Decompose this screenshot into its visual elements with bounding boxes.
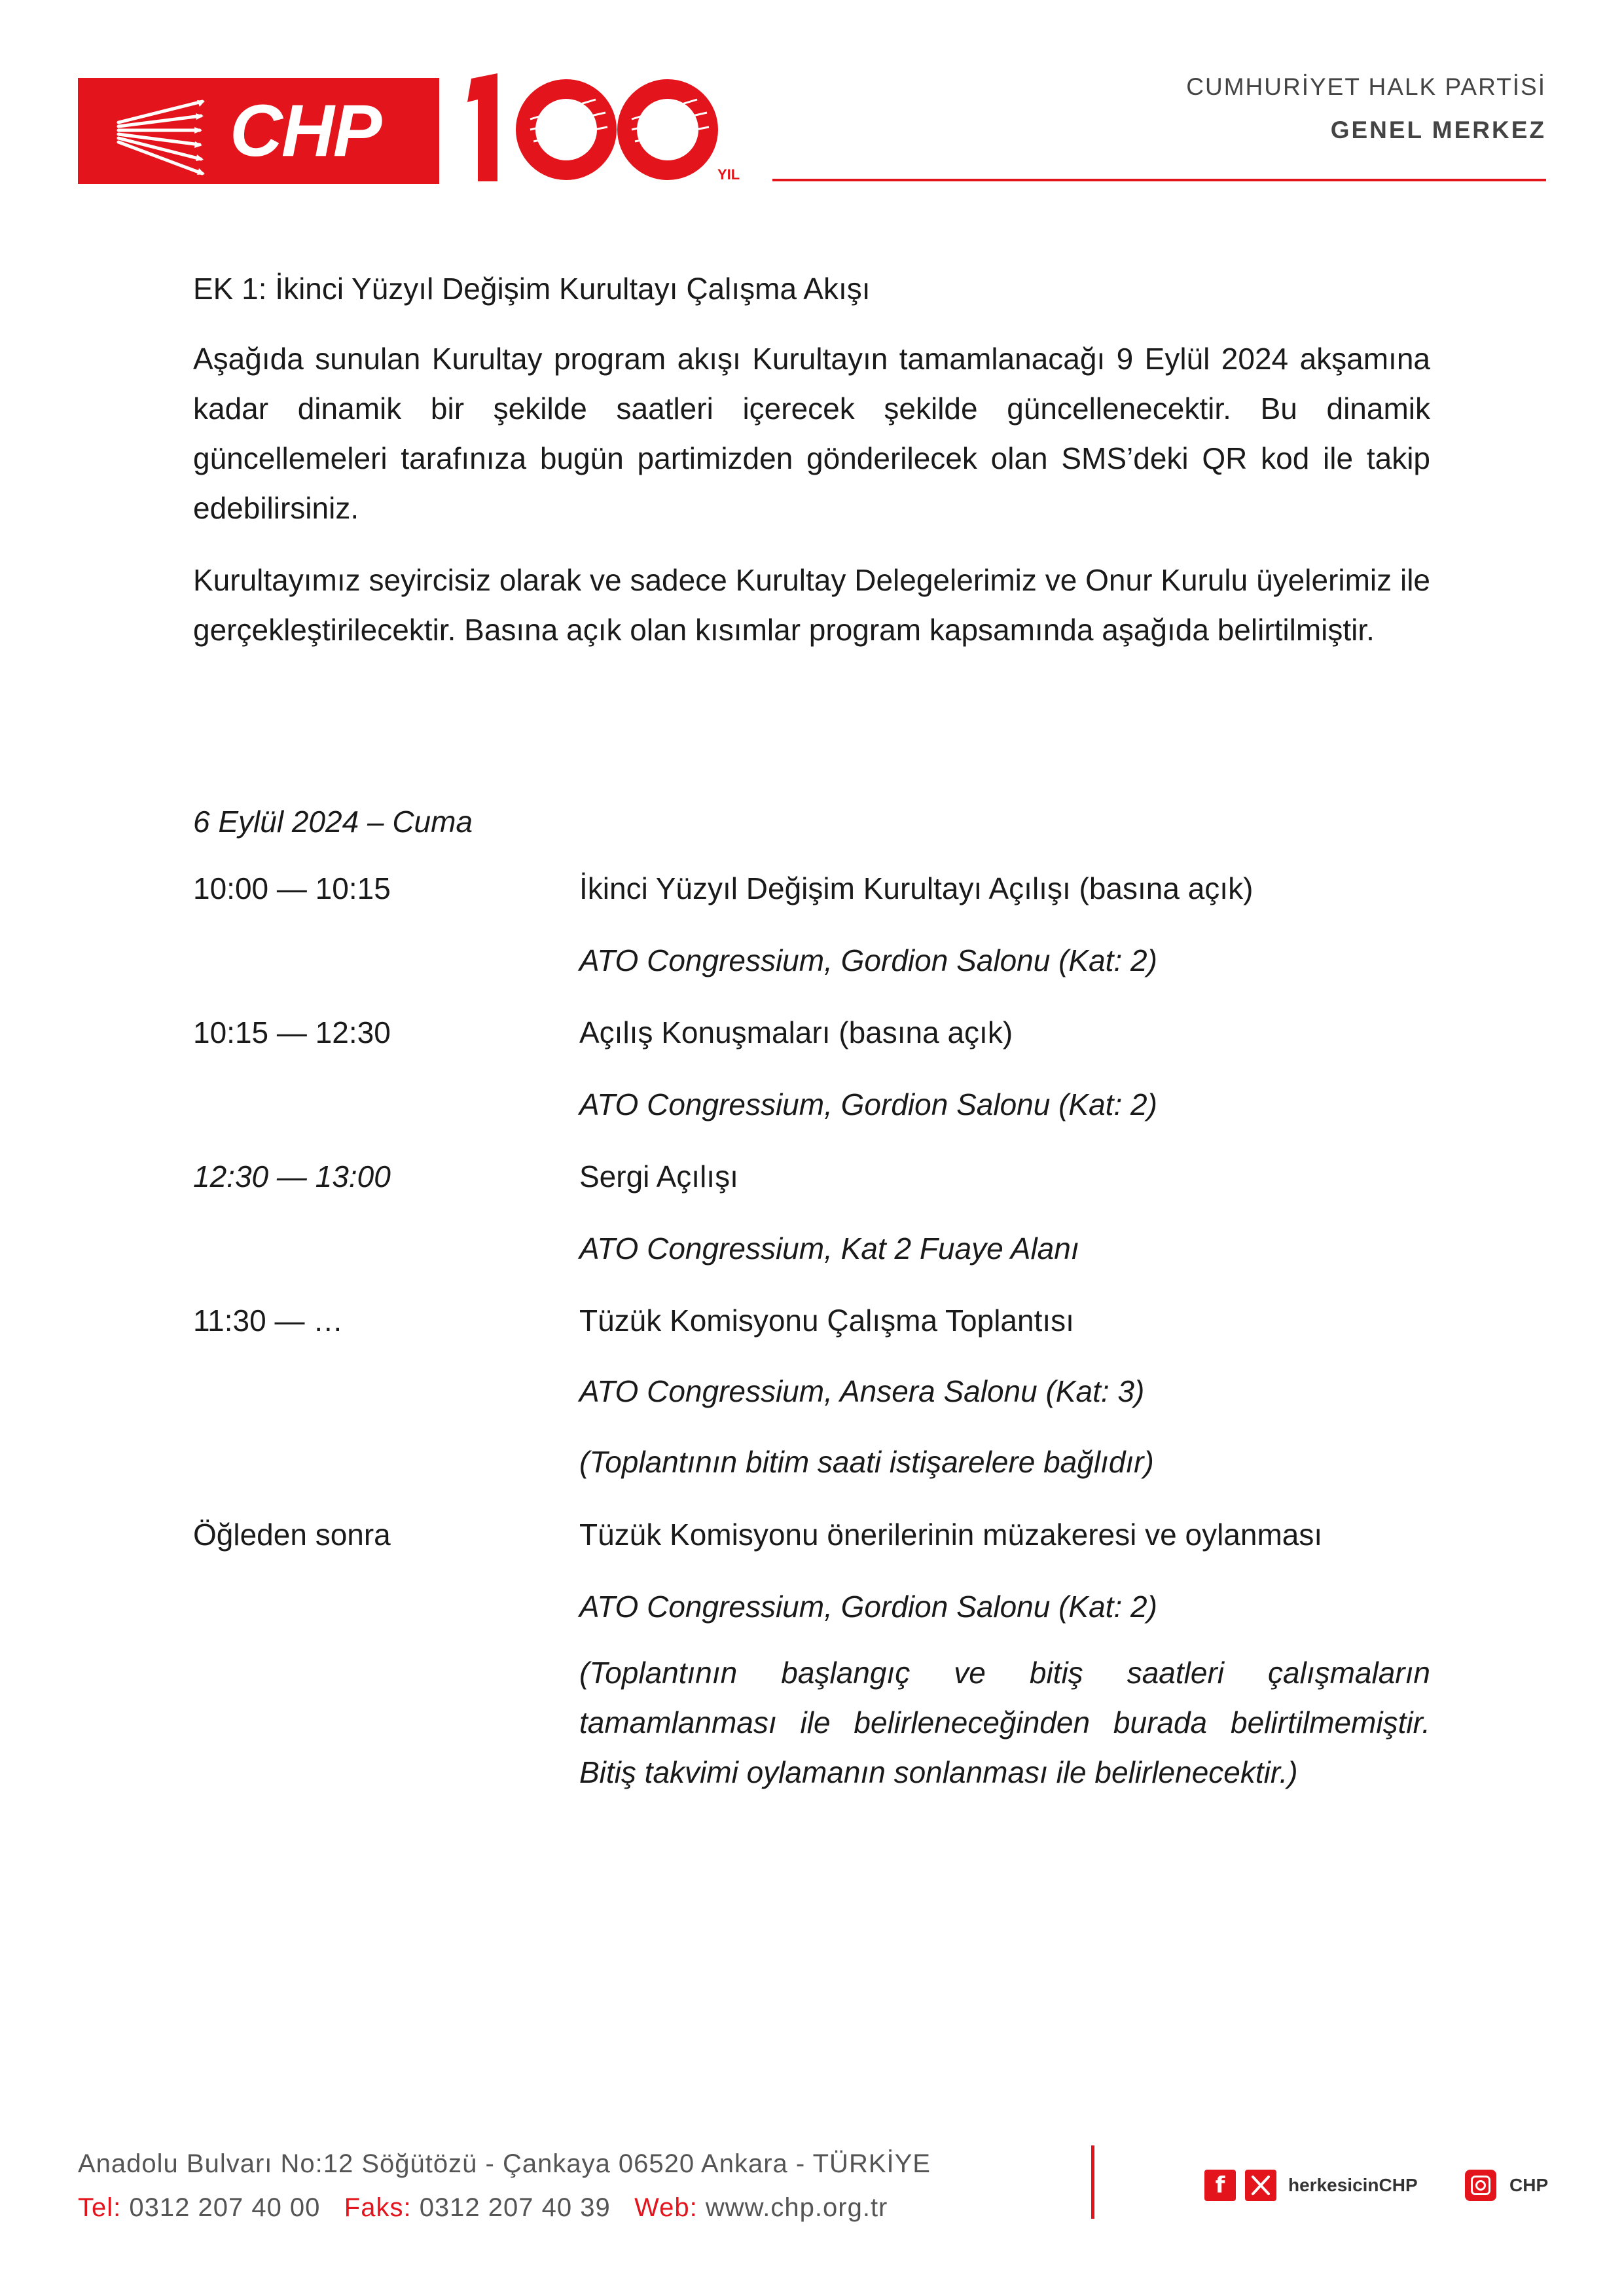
schedule-time: 10:00 — 10:15 xyxy=(193,871,391,905)
schedule-note: (Toplantının başlangıç ve bitiş saatleri çalışmaların tamamlanması ile belirleneceğinden burada belirtilmemiştir. Bitiş takvimi oylamanın sonlanması ile belirlenecektir.) xyxy=(579,1656,1430,1789)
instagram-handle[interactable]: CHP xyxy=(1509,2175,1549,2195)
party-name: CUMHURİYET HALK PARTİSİ xyxy=(1186,73,1546,100)
press-paragraph: Kurultayımız seyircisiz olarak ve sadece Kurultay Delegelerimiz ve Onur Kurulu üyelerimiz ile gerçekleştirilecektir. Basına açık olan kısımlar program kapsamında aşağıda belirtilmiştir. xyxy=(193,563,1430,647)
schedule-title: Tüzük Komisyonu Çalışma Toplantısı xyxy=(579,1303,1074,1338)
x-glyph-icon xyxy=(1245,2170,1276,2201)
social-handle[interactable]: herkesicinCHP xyxy=(1288,2175,1418,2195)
schedule-location: ATO Congressium, Kat 2 Fuaye Alanı xyxy=(579,1231,1079,1266)
web-label: Web: xyxy=(634,2193,698,2222)
footer-divider xyxy=(1091,2145,1094,2219)
intro-paragraph: Aşağıda sunulan Kurultay program akışı Kurultayın tamamlanacağı 9 Eylül 2024 akşamına kadar dinamik bir şekilde saatleri içerecek şekilde güncellenecektir. Bu dinamik güncellemeleri tarafınıza bugün partimizden gönderilecek olan SMS’deki QR kod ile takip edebilirsiniz. xyxy=(193,342,1430,525)
schedule-date-heading: 6 Eylül 2024 – Cuma xyxy=(193,805,473,839)
schedule-time: 10:15 — 12:30 xyxy=(193,1015,391,1049)
footer-contact xyxy=(78,2193,888,2223)
party-subtitle: GENEL MERKEZ xyxy=(1330,117,1546,143)
chp-logo-text: CHP xyxy=(230,90,381,172)
chp-logo xyxy=(78,78,439,184)
fax-number: 0312 207 40 39 xyxy=(419,2193,611,2222)
header-divider xyxy=(772,179,1546,181)
schedule-location: ATO Congressium, Ansera Salonu (Kat: 3) xyxy=(579,1374,1145,1408)
instagram-icon[interactable] xyxy=(1465,2170,1496,2201)
schedule-title: İkinci Yüzyıl Değişim Kurultayı Açılışı (basına açık) xyxy=(579,871,1254,905)
schedule-title: Tüzük Komisyonu önerilerinin müzakeresi ve oylanması xyxy=(579,1518,1323,1552)
schedule-time: Öğleden sonra xyxy=(193,1518,391,1552)
x-icon[interactable] xyxy=(1245,2170,1276,2201)
schedule-title: Açılış Konuşmaları (basına açık) xyxy=(579,1015,1013,1049)
web-link[interactable]: www.chp.org.tr xyxy=(705,2193,888,2222)
instagram-lens xyxy=(1475,2180,1486,2191)
schedule-location: ATO Congressium, Gordion Salonu (Kat: 2) xyxy=(579,943,1157,977)
facebook-icon[interactable]: f xyxy=(1204,2170,1236,2201)
fax-label: Faks: xyxy=(344,2193,412,2222)
tel-number[interactable]: 0312 207 40 00 xyxy=(129,2193,321,2222)
schedule-time: 11:30 — … xyxy=(193,1303,344,1338)
centennial-100-logo xyxy=(458,73,733,191)
schedule-location: ATO Congressium, Gordion Salonu (Kat: 2) xyxy=(579,1087,1157,1121)
tel-label: Tel: xyxy=(78,2193,122,2222)
footer-address: Anadolu Bulvarı No:12 Söğütözü - Çankaya 06520 Ankara - TÜRKİYE xyxy=(78,2149,931,2178)
schedule-location: ATO Congressium, Gordion Salonu (Kat: 2) xyxy=(579,1590,1157,1624)
document-title: EK 1: İkinci Yüzyıl Değişim Kurultayı Çalışma Akışı xyxy=(193,272,871,306)
schedule-title: Sergi Açılışı xyxy=(579,1159,738,1194)
schedule-time: 12:30 — 13:00 xyxy=(193,1159,391,1194)
schedule-note: (Toplantının bitim saati istişarelere bağlıdır) xyxy=(579,1445,1154,1479)
anniversary-suffix: YIL xyxy=(717,166,740,183)
